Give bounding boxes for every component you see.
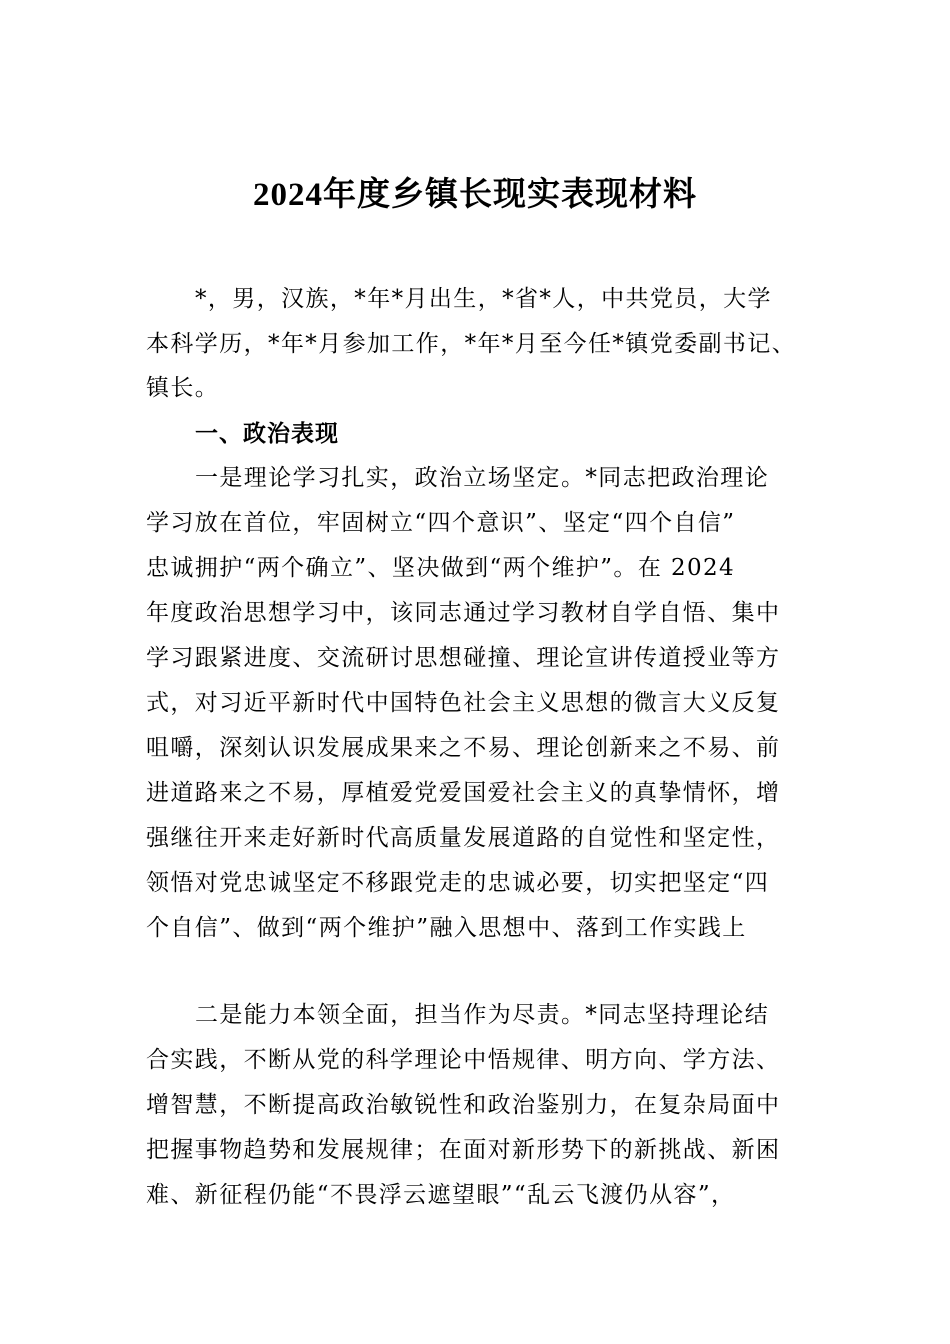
paragraph-line: 个自信”、做到“两个维护”融入思想中、落到工作实践上 bbox=[146, 915, 747, 941]
document-title: 2024年度乡镇长现实表现材料 bbox=[253, 177, 697, 213]
paragraph-line: 把握事物趋势和发展规律；在面对新形势下的新挑战、新困 bbox=[146, 1137, 781, 1163]
intro-line: 镇长。 bbox=[146, 375, 220, 401]
paragraph-line: 二是能力本领全面，担当作为尽责。*同志坚持理论结 bbox=[195, 1002, 770, 1028]
paragraph-line: 领悟对党忠诚坚定不移跟党走的忠诚必要，切实把坚定“四 bbox=[146, 870, 770, 896]
paragraph-line: 进道路来之不易，厚植爱党爱国爱社会主义的真挚情怀，增 bbox=[146, 780, 781, 806]
paragraph-line: 难、新征程仍能“不畏浮云遮望眼”“乱云飞渡仍从容”， bbox=[146, 1182, 736, 1208]
intro-line: 本科学历，*年*月参加工作，*年*月至今任*镇党委副书记、 bbox=[146, 331, 797, 357]
paragraph-line: 增智慧，不断提高政治敏锐性和政治鉴别力，在复杂局面中 bbox=[146, 1092, 781, 1118]
paragraph-line: 咀嚼，深刻认识发展成果来之不易、理论创新来之不易、前 bbox=[146, 735, 781, 761]
paragraph-line: 年度政治思想学习中，该同志通过学习教材自学自悟、集中 bbox=[146, 600, 781, 626]
paragraph-line: 式，对习近平新时代中国特色社会主义思想的微言大义反复 bbox=[146, 690, 781, 716]
section-heading: 一、政治表现 bbox=[195, 421, 339, 447]
intro-line: *，男，汉族，*年*月出生，*省*人，中共党员，大学 bbox=[195, 286, 772, 312]
paragraph-line: 一是理论学习扎实，政治立场坚定。*同志把政治理论 bbox=[195, 465, 770, 491]
paragraph-line: 学习放在首位，牢固树立“四个意识”、坚定“四个自信” bbox=[146, 510, 736, 536]
paragraph-line: 强继往开来走好新时代高质量发展道路的自觉性和坚定性， bbox=[146, 825, 781, 851]
paragraph-line: 忠诚拥护“两个确立”、坚决做到“两个维护”。在 2024 bbox=[146, 555, 736, 581]
paragraph-line: 合实践，不断从党的科学理论中悟规律、明方向、学方法、 bbox=[146, 1047, 781, 1073]
paragraph-line: 学习跟紧进度、交流研讨思想碰撞、理论宣讲传道授业等方 bbox=[146, 645, 781, 671]
